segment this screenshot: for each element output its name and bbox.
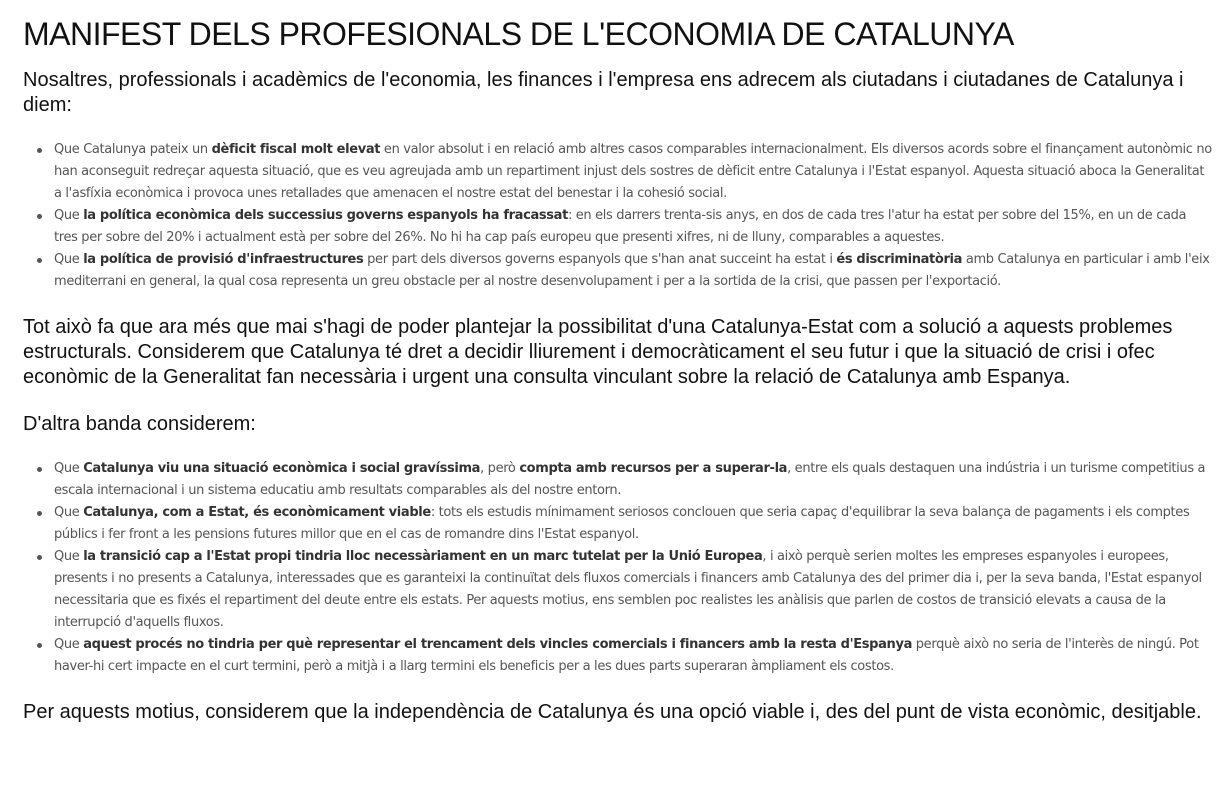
emphasis: aquest procés no tindria per què representar el trencament dels vincles comercials i financers amb la resta d'Espanya — [83, 637, 912, 652]
list-item: Que Catalunya viu una situació econòmica i social gravíssima, però compta amb recursos per a superar-la, entre els quals destaquen una indústria i un turisme competitius a escala internacional i un sistema educatiu amb resultats comparables als del nostre entorn. — [54, 458, 1213, 502]
list-item: Que la política de provisió d'infraestructures per part dels diversos governs espanyols que s'han anat succeint ha estat i és discriminatòria amb Catalunya en particular i amb l'eix mediterrani en general, la qual cosa representa un greu obstacle per al nostre desenvolupament i per a la sortida de la crisi, que passen per l'exportació. — [54, 249, 1213, 293]
list-item: Que Catalunya pateix un dèficit fiscal molt elevat en valor absolut i en relació amb altres casos comparables internacionalment. Els diversos acords sobre el finançament autonòmic no han aconseguit redreçar aquesta situació, que es veu agreujada amb un repartiment injust dels sostres de dèficit entre Catalunya i l'Estat espanyol. Aquesta situació aboca la Generalitat a l'asfíxia econòmica i provoca unes retallades que amenacen el nostre estat del benestar i la cohesió social. — [54, 139, 1213, 205]
manifesto-document — [23, 14, 1213, 725]
conclusion-paragraph: Per aquests motius, considerem que la independència de Catalunya és una opció viable i, des del punt de vista econòmic, desitjable. — [23, 701, 1202, 723]
statement-paragraph: Tot això fa que ara més que mai s'hagi de poder plantejar la possibilitat d'una Catalunya-Estat com a solució a aquests problemes estructurals. Considerem que Catalunya té dret a decidir lliurement i democràticament el seu futur i que la situació de crisi i ofec econòmic de la Generalitat fan necessària i urgent una consulta vinculant sobre la relació de Catalunya amb Espanya. — [23, 316, 1173, 388]
second-points-list — [23, 458, 1213, 678]
list-item: Que la política econòmica dels successius governs espanyols ha fracassat: en els darrers trenta-sis anys, en dos de cada tres l'atur ha estat per sobre del 15%, en un de cada tres per sobre del 20% i actualment està per sobre del 26%. No hi ha cap país europeu que presenti xifres, ni de lluny, comparables a aquestes. — [54, 205, 1213, 249]
emphasis: Catalunya, com a Estat, és econòmicament viable — [83, 505, 431, 520]
emphasis: la política de provisió d'infraestructures — [83, 252, 364, 267]
intro-paragraph: Nosaltres, professionals i acadèmics de l'economia, les finances i l'empresa ens adrecem als ciutadans i ciutadanes de Catalunya i diem: — [23, 69, 1184, 116]
emphasis: la política econòmica dels successius governs espanyols ha fracassat — [83, 208, 568, 223]
emphasis: és discriminatòria — [836, 252, 963, 267]
list-item: Que aquest procés no tindria per què representar el trencament dels vincles comercials i financers amb la resta d'Espanya perquè això no seria de l'interès de ningú. Pot haver-hi cert impacte en el curt termini, però a mitjà i a llarg termini els beneficis per a les dues parts superaran àmpliament els costos. — [54, 634, 1213, 678]
first-points-list — [23, 139, 1213, 293]
considerations-heading: D'altra banda considerem: — [23, 413, 256, 435]
list-item: Que Catalunya, com a Estat, és econòmicament viable: tots els estudis mínimament seriosos conclouen que seria capaç d'equilibrar la seva balança de pagaments i els comptes públics i fer front a les pensions futures millor que en el cas de romandre dins l'Estat espanyol. — [54, 502, 1213, 546]
emphasis: dèficit fiscal molt elevat — [211, 142, 381, 157]
emphasis: Catalunya viu una situació econòmica i social gravíssima — [83, 461, 481, 476]
page-title: MANIFEST DELS PROFESIONALS DE L'ECONOMIA DE CATALUNYA — [23, 16, 1014, 52]
list-item: Que la transició cap a l'Estat propi tindria lloc necessàriament en un marc tutelat per la Unió Europea, i això perquè serien moltes les empreses espanyoles i europees, presents i no presents a Catalunya, interessades que es garanteixi la continuïtat dels fluxos comercials i financers amb Catalunya des del primer dia i, per la seva banda, l'Estat espanyol necessitaria que es fixés el repartiment del deute entre els estats. Per aquests motius, ens semblen poc realistes les anàlisis que parlen de costos de transició elevats a causa de la interrupció d'aquells fluxos. — [54, 546, 1213, 634]
emphasis: la transició cap a l'Estat propi tindria lloc necessàriament en un marc tutelat per la Unió Europea — [83, 549, 763, 564]
emphasis: compta amb recursos per a superar-la — [519, 461, 788, 476]
